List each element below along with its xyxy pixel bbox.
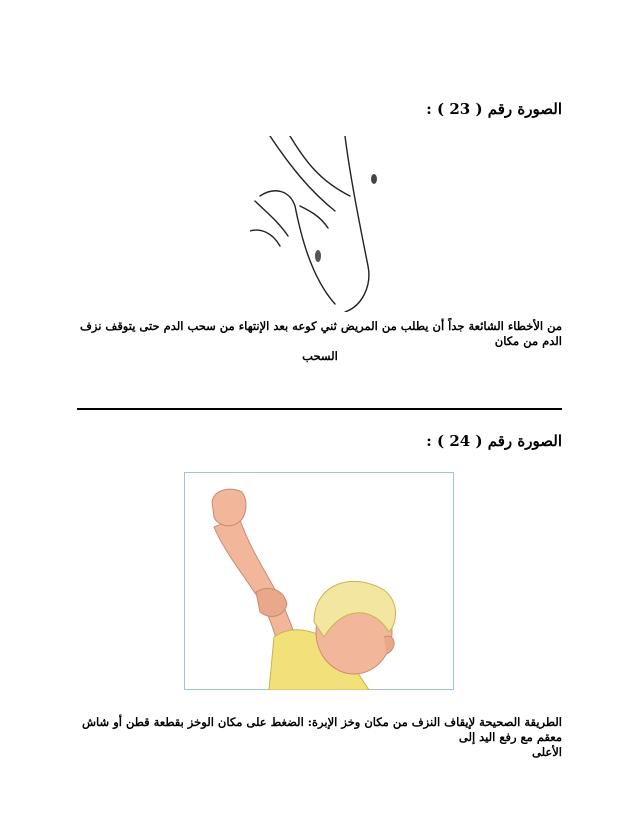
sleeve-edge <box>250 230 280 246</box>
bent-elbow-illustration <box>250 136 385 312</box>
figure-23-caption <box>78 319 562 364</box>
forearm-outline <box>270 136 335 211</box>
section-divider <box>77 408 562 410</box>
figure-24-caption-line1: الطريقة الصحيحة لإيقاف النزف من مكان وخز الإبرة: الضغط على مكان الوخز بقطعة قطن أو شاش معقم مع رفع اليد إلى <box>82 715 562 744</box>
figure-24-heading: الصورة رقم ( 24 ) : <box>426 432 562 450</box>
puncture-mark <box>315 250 321 262</box>
arm-crease <box>300 206 328 228</box>
raised-arm-illustration <box>184 472 454 690</box>
fist <box>212 489 246 526</box>
figure-24-caption-line2: الأعلى <box>531 745 562 759</box>
figure-23-heading: الصورة رقم ( 23 ) : <box>426 100 562 118</box>
figure-24-caption <box>78 715 562 760</box>
forearm-outline-lower <box>290 136 350 196</box>
figure-23-caption-line2: السحب <box>302 349 338 363</box>
upper-arm-outline <box>345 136 369 312</box>
elbow-curve <box>260 191 335 304</box>
bruise-spot <box>371 174 377 184</box>
figure-23-caption-line1: من الأخطاء الشائعة جداً أن يطلب من المريض ثني كوعه بعد الإنتهاء من سحب الدم حتى يتوقف نزف الدم من مكان <box>79 319 562 348</box>
